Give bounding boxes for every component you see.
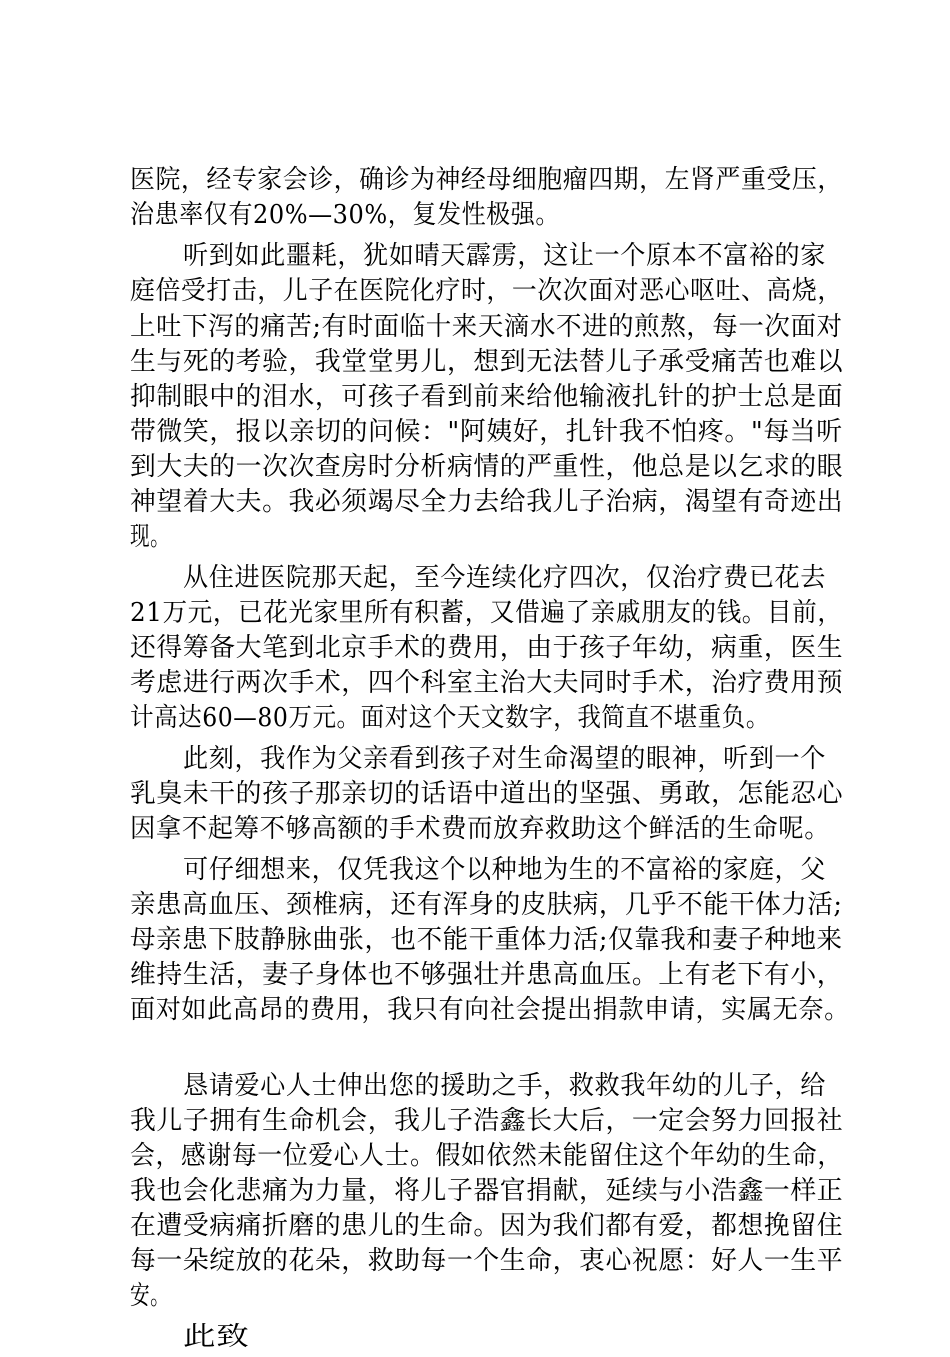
text-line: 安。 (130, 1281, 171, 1311)
text-line: 可仔细想来，仅凭我这个以种地为生的不富裕的家庭，父 (183, 855, 827, 885)
text-line: 从住进医院那天起，至今连续化疗四次，仅治疗费已花去 (183, 563, 827, 593)
text-line: 生与死的考验，我堂堂男儿，想到无法替儿子承受痛苦也难以 (130, 347, 844, 377)
text-line: 面对如此高昂的费用，我只有向社会提出捐款申请，实属无奈。 (130, 995, 850, 1025)
text-line: 因拿不起筹不够高额的手术费而放弃救助这个鲜活的生命呢。 (130, 814, 831, 844)
text-line: 21万元，已花光家里所有积蓄，又借遍了亲戚朋友的钱。目前， (130, 598, 843, 628)
text-line: 庭倍受打击，儿子在医院化疗时，一次次面对恶心呕吐、高烧， (130, 276, 843, 306)
text-line: 上吐下泻的痛苦;有时面临十来天滴水不进的煎熬，每一次面对 (130, 312, 843, 342)
text-line: 乳臭未干的孩子那亲切的话语中道出的坚强、勇敢，怎能忍心 (130, 779, 844, 809)
text-line: 母亲患下肢静脉曲张，也不能干重体力活;仅靠我和妻子种地来 (130, 925, 843, 955)
text-line: 神望着大夫。我必须竭尽全力去给我儿子治病，渴望有奇迹出 (130, 487, 844, 517)
text-line: 还得筹备大笔到北京手术的费用，由于孩子年幼，病重，医生 (130, 633, 844, 663)
text-line: 到大夫的一次次查房时分析病情的严重性，他总是以乞求的眼 (130, 452, 844, 482)
text-line: 医院，经专家会诊，确诊为神经母细胞瘤四期，左肾严重受压， (130, 165, 843, 195)
text-line: 带微笑，报以亲切的问候："阿姨好，扎针我不怕疼。"每当听 (130, 417, 843, 447)
text-line: 听到如此噩耗，犹如晴天霹雳，这让一个原本不富裕的家 (183, 241, 827, 271)
text-line: 亲患高血压、颈椎病，还有浑身的皮肤病，几乎不能干体力活; (130, 890, 843, 920)
text-line: 我儿子拥有生命机会，我儿子浩鑫长大后，一定会努力回报社 (130, 1106, 844, 1136)
text-line: 现。 (130, 522, 171, 552)
text-line: 此刻，我作为父亲看到孩子对生命渴望的眼神，听到一个 (183, 744, 827, 774)
text-line: 此致 (183, 1322, 250, 1352)
text-line: 治患率仅有20%—30%，复发性极强。 (130, 200, 560, 230)
text-line: 我也会化悲痛为力量，将儿子器官捐献，延续与小浩鑫一样正 (130, 1176, 844, 1206)
text-line: 会，感谢每一位爱心人士。假如依然未能留住这个年幼的生命， (130, 1141, 843, 1171)
text-line: 考虑进行两次手术，四个科室主治大夫同时手术，治疗费用预 (130, 668, 844, 698)
text-line: 在遭受病痛折磨的患儿的生命。因为我们都有爱，都想挽留住 (130, 1211, 844, 1241)
text-line: 维持生活，妻子身体也不够强壮并患高血压。上有老下有小， (130, 960, 844, 990)
text-line: 计高达60—80万元。面对这个天文数字，我简直不堪重负。 (130, 703, 770, 733)
text-line: 恳请爱心人士伸出您的援助之手，救救我年幼的儿子，给 (183, 1071, 827, 1101)
text-line: 每一朵绽放的花朵，救助每一个生命，衷心祝愿：好人一生平 (130, 1246, 844, 1276)
text-line: 抑制眼中的泪水，可孩子看到前来给他输液扎针的护士总是面 (130, 382, 844, 412)
